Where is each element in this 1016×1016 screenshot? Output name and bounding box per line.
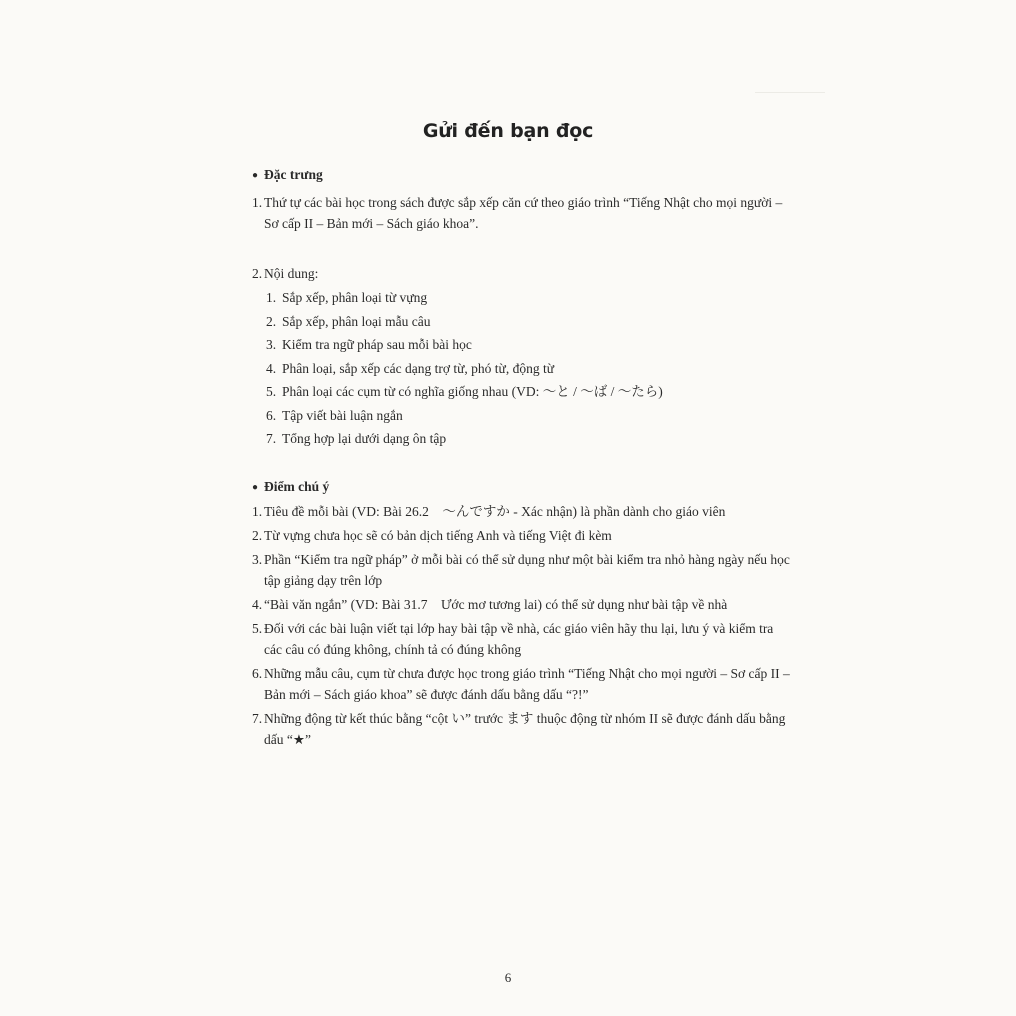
notes-list	[252, 501, 792, 753]
feature-item-1	[252, 192, 792, 237]
item-text: Thứ tự các bài học trong sách được sắp xếp căn cứ theo giáo trình “Tiếng Nhật cho mọi người – Sơ cấp II – Bản mới – Sách giáo khoa”.	[264, 195, 783, 231]
list-item	[266, 334, 786, 355]
item-text: Những mẫu câu, cụm từ chưa được học trong giáo trình “Tiếng Nhật cho mọi người – Sơ cấp II – Bản mới – Sách giáo khoa” sẽ được đánh dấu bằng dấu “?!”	[264, 666, 790, 702]
item-text: Phần “Kiểm tra ngữ pháp” ở mỗi bài có thể sử dụng như một bài kiểm tra nhỏ hàng ngày nếu học tập giảng dạy trên lớp	[264, 552, 790, 588]
item-number: 1.	[252, 195, 263, 210]
list-item	[252, 708, 792, 750]
show-through-mark	[755, 92, 825, 105]
item-number: 7.	[266, 431, 277, 446]
content-sublist	[266, 287, 786, 452]
list-item	[266, 358, 786, 379]
item-text: Tập viết bài luận ngắn	[282, 407, 403, 423]
item-text: Phân loại các cụm từ có nghĩa giống nhau (VD: ～と / ～ば / ～たら)	[282, 384, 663, 399]
section-features	[252, 164, 792, 186]
item-number: 1.	[266, 290, 277, 305]
item-text: Tiêu đề mỗi bài (VD: Bài 26.2 ～んですか - Xác nhận) là phần dành cho giáo viên	[264, 504, 726, 519]
item-number: 3.	[266, 337, 277, 352]
item-number: 7.	[252, 711, 263, 726]
item-number: 2.	[252, 266, 263, 281]
list-item	[266, 311, 786, 332]
list-item	[252, 525, 792, 546]
list-item	[266, 381, 786, 402]
item-number: 4.	[252, 597, 263, 612]
item-text: Phân loại, sắp xếp các dạng trợ từ, phó từ, động từ	[282, 360, 555, 376]
heading-text: Điểm chú ý	[264, 479, 330, 494]
item-number: 1.	[252, 504, 263, 519]
heading-text: Đặc trưng	[264, 167, 323, 182]
item-number: 5.	[252, 621, 263, 636]
item-number: 6.	[266, 407, 277, 423]
item-text: Sắp xếp, phân loại từ vựng	[282, 290, 428, 305]
item-text: Tổng hợp lại dưới dạng ôn tập	[282, 431, 447, 446]
list-item	[252, 663, 792, 705]
bullet-icon: ●	[252, 170, 259, 181]
list-item	[252, 501, 792, 522]
list-item	[266, 428, 786, 449]
feature-item-2	[252, 263, 792, 287]
section-heading-notes	[252, 476, 792, 498]
list-item	[266, 287, 786, 308]
bullet-icon: ●	[252, 482, 259, 493]
item-text: Sắp xếp, phân loại mẫu câu	[282, 313, 431, 329]
item-text: Kiểm tra ngữ pháp sau mỗi bài học	[282, 337, 472, 352]
item-text: Đối với các bài luận viết tại lớp hay bài tập về nhà, các giáo viên hãy thu lại, lưu ý và kiểm tra các câu có đúng không, chính tả có đúng không	[264, 621, 774, 657]
item-number: 2.	[266, 313, 277, 329]
item-text: Từ vựng chưa học sẽ có bản dịch tiếng Anh và tiếng Việt đi kèm	[264, 528, 612, 543]
item-number: 5.	[266, 384, 277, 399]
item-number: 6.	[252, 666, 263, 681]
list-item	[252, 594, 792, 615]
item-text: “Bài văn ngắn” (VD: Bài 31.7 Ước mơ tương lai) có thể sử dụng như bài tập về nhà	[264, 597, 728, 612]
list-item	[252, 618, 792, 660]
item-number: 4.	[266, 360, 277, 376]
item-number: 3.	[252, 552, 263, 567]
list-item	[266, 405, 786, 426]
item-text: Nội dung:	[264, 266, 319, 281]
section-notes	[252, 476, 792, 498]
item-text: Những động từ kết thúc bằng “cột い” trước ます thuộc động từ nhóm II sẽ được đánh dấu bằng dấu “★”	[264, 711, 786, 747]
page-number: 6	[504, 970, 512, 985]
section-heading-features	[252, 164, 792, 186]
page-title: Gửi đến bạn đọc	[422, 120, 594, 142]
list-item	[252, 549, 792, 591]
item-number: 2.	[252, 528, 263, 543]
